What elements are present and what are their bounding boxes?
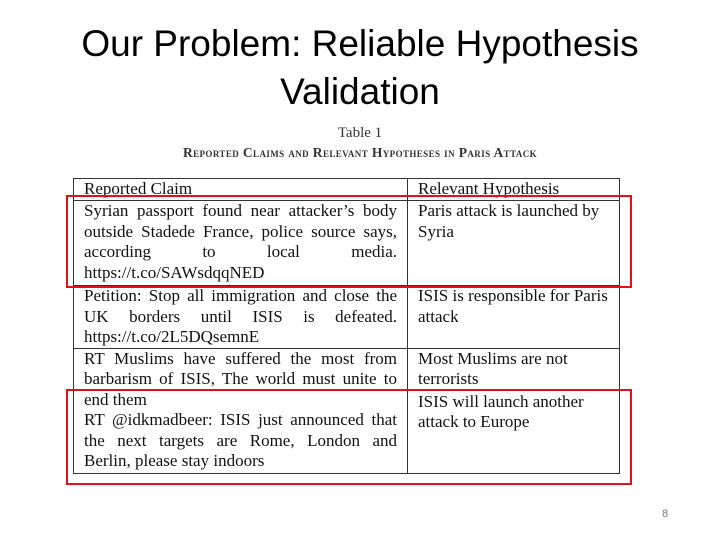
table-row: [74, 286, 620, 349]
header-relevant-hypothesis: Relevant Hypothesis: [408, 179, 620, 201]
hypothesis-text: Most Muslims are not terrorists: [418, 348, 568, 388]
table-number: Table 1: [337, 125, 383, 141]
claim-text: RT @idkmadbeer: ISIS just announced that the next targets are Rome, London and Berlin, please stay indoors: [84, 410, 397, 470]
claim-cell: Petition: Stop all immigration and close the UK borders until ISIS is defeated. https://t.co/2L5DQsemnE: [74, 286, 408, 349]
page-number: 8: [662, 508, 669, 520]
header-reported-claim: Reported Claim: [74, 179, 408, 201]
hypothesis-cell: ISIS is responsible for Paris attack: [408, 286, 620, 349]
claim-cell: Syrian passport found near attacker’s body outside Stadede France, police source says, according to local media. https://t.co/SAWsdqqNED: [74, 201, 408, 286]
highlight-box-row-4: [66, 389, 632, 485]
claim-text: RT Muslims have suffered the most from barbarism of ISIS, The world must unite to end them: [84, 348, 397, 409]
hypothesis-cell: Paris attack is launched by Syria: [408, 201, 620, 286]
table-caption: Reported Claims and Relevant Hypotheses in Paris Attack: [182, 145, 538, 160]
highlight-box-row-1: [66, 195, 632, 288]
slide-title: Our Problem: Reliable Hypothesis Validation: [81, 23, 639, 112]
hypothesis-text: ISIS will launch another attack to Europe: [418, 391, 584, 431]
